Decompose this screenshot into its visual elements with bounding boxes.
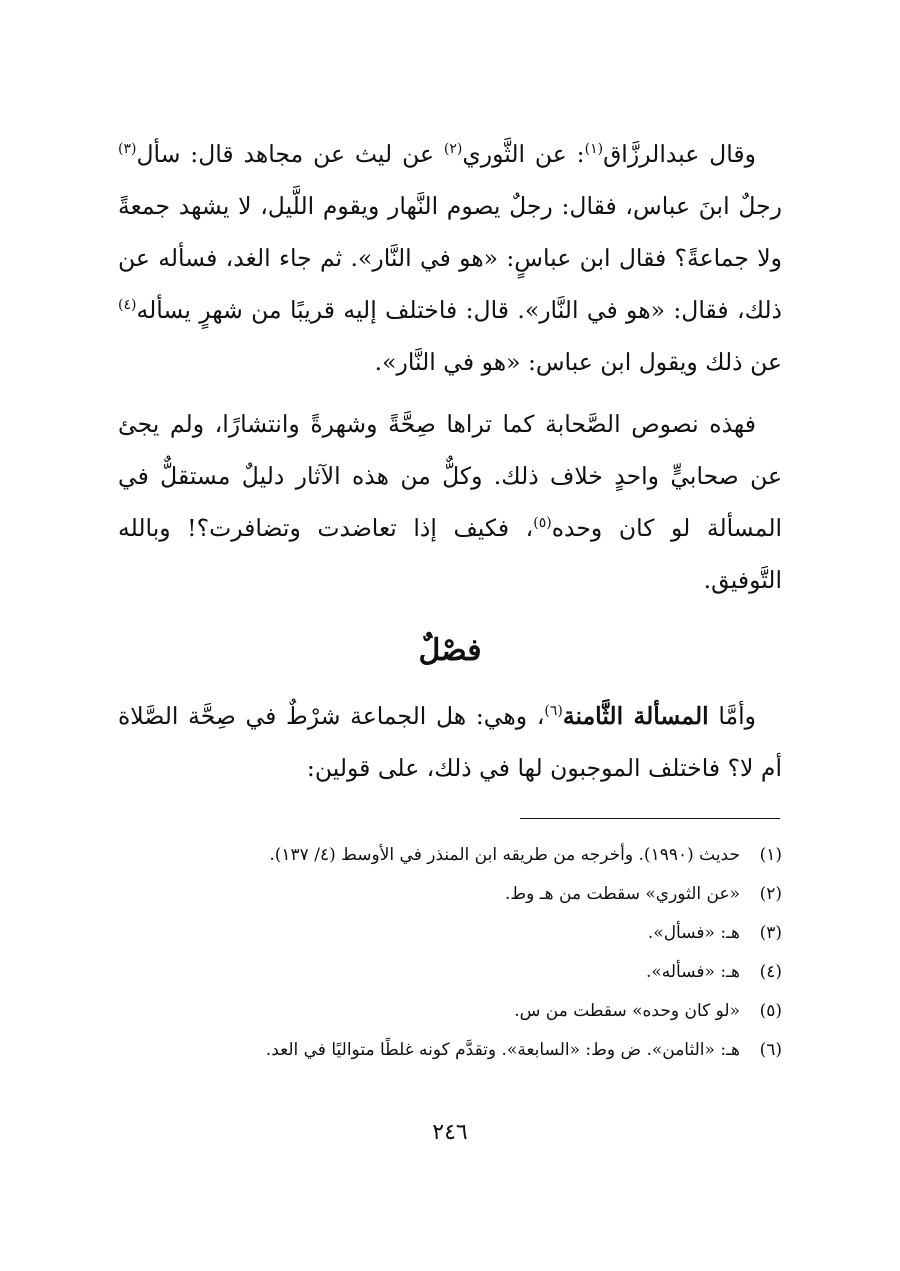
footnote-separator: [520, 818, 780, 819]
footnote-text: هـ: «فسأل».: [647, 923, 740, 943]
paragraph-2: [118, 398, 782, 606]
footnote-6: [118, 1031, 782, 1070]
footnote-number: (١): [759, 845, 782, 865]
paragraph-1: [118, 128, 782, 388]
footnote-5: [118, 992, 782, 1031]
footnote-text: هـ: «فسأله».: [645, 962, 740, 982]
paragraph-3-bold-term: المسألة الثَّامنة: [562, 702, 709, 730]
footnote-3: [118, 914, 782, 953]
paragraph-2-text-a: فهذه نصوص الصَّحابة كما تراها صِحَّةً وشهرةً وانتشارًا، ولم يجئ عن صحابيٍّ واحدٍ خلاف ذلك. وكلٌّ من هذه الآثار دليلٌ مستقلٌّ في المسألة لو كان وحده: [118, 410, 783, 542]
footnote-2: [118, 875, 782, 914]
paragraph-2-text-b: ، فكيف إذا تعاضدت وتضافرت؟! وبالله التَّوفيق.: [118, 514, 782, 594]
footnote-text: حديث (١٩٩٠). وأخرجه من طريقه ابن المنذر في الأوسط (٤/ ١٣٧).: [269, 845, 740, 865]
footnote-4: [118, 953, 782, 992]
page-number: ٢٤٦: [432, 1120, 468, 1145]
footnote-number: (٥): [759, 1001, 782, 1021]
paragraph-1-text-a: وقال عبدالرزَّاق: [603, 140, 756, 168]
footnote-marker-5: (٥): [533, 515, 552, 531]
footnote-number: (٢): [759, 884, 782, 904]
footnotes: [118, 836, 782, 1070]
footnote-number: (٤): [759, 962, 782, 982]
footnote-marker-3: (٣): [118, 141, 137, 157]
main-text: [118, 128, 782, 794]
footnote-marker-4: (٤): [118, 297, 137, 313]
footnote-text: «لو كان وحده» سقطت من س.: [514, 1001, 740, 1021]
paragraph-3: [118, 690, 782, 794]
footnote-text: هـ: «الثامن». ض وط: «السابعة». وتقدَّم كونه غلطًا متواليًا في العد.: [265, 1040, 740, 1060]
footnote-number: (٣): [759, 923, 782, 943]
footnote-marker-1: (١): [584, 141, 604, 157]
section-heading: فصْلٌ: [418, 633, 482, 668]
footnote-text: «عن الثوري» سقطت من هـ وط.: [504, 884, 740, 904]
footnote-number: (٦): [759, 1040, 782, 1060]
paragraph-1-text-d: رجلٌ ابنَ عباس، فقال: رجلٌ يصوم النَّهار ويقوم اللَّيل، لا يشهد جمعةً ولا جماعةً؟ فقال ابن عباسٍ: «هو في النَّار». ثم جاء الغد، فسأله عن ذلك، فقال: «هو في النَّار». قال: فاختلف إليه قريبًا من شهرٍ يسأله: [118, 192, 782, 324]
paragraph-1-text-c: عن ليث عن مجاهد قال: سأل: [136, 140, 444, 168]
paragraph-3-text-b: ، وهي: هل الجماعة شرْطٌ في صِحَّة الصَّلاة أم لا؟ فاختلف الموجبون لها في ذلك، على قولين:: [118, 702, 782, 782]
paragraph-3-text-a: وأمَّا: [708, 702, 756, 730]
footnote-1: [118, 836, 782, 875]
footnote-marker-2: (٢): [443, 141, 463, 157]
paragraph-1-text-e: عن ذلك ويقول ابن عباس: «هو في النَّار».: [374, 348, 782, 376]
footnote-marker-6: (٦): [544, 703, 563, 719]
paragraph-1-text-b: : عن الثَّوري: [462, 140, 585, 168]
